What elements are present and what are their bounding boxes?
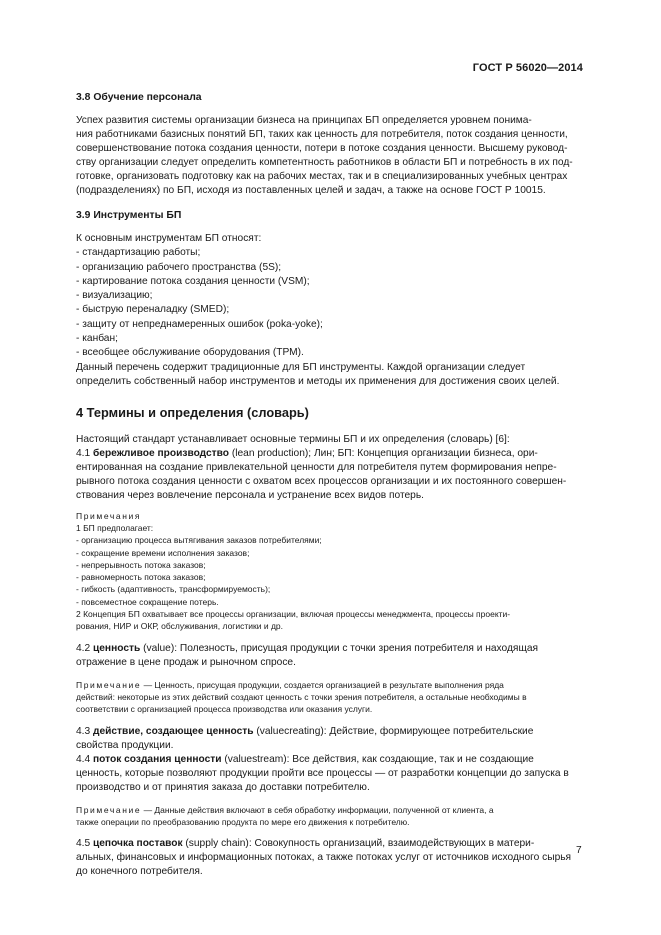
note-list-item: - организацию процесса вытягивания заказов потребителями; bbox=[76, 535, 322, 546]
term-4-3 bbox=[76, 725, 584, 739]
section-4-title: 4 Термины и определения (словарь) bbox=[76, 404, 309, 420]
line: ценность, которые позволяют продукции пройти все процессы — от разработки концепции до запуска в bbox=[76, 767, 569, 779]
notes-label: Примечания bbox=[76, 510, 142, 521]
note-line: 1 БП предполагает: bbox=[76, 522, 154, 533]
line: ентированная на создание привлекательной ценности для потребителя путем формирования непре- bbox=[76, 461, 557, 473]
note-line bbox=[76, 804, 584, 816]
note-text: — Ценность, присущая продукции, создается организацией в результате выполнения ряда bbox=[141, 679, 504, 690]
term-title: бережливое производство bbox=[93, 447, 229, 459]
section-3-8-text bbox=[76, 114, 584, 198]
section-3-8-title: 3.8 Обучение персонала bbox=[76, 92, 202, 103]
note-list-item: - равномерность потока заказов; bbox=[76, 572, 206, 583]
note-label: Примечание bbox=[76, 679, 142, 690]
term-title: действие, создающее ценность bbox=[93, 725, 254, 737]
list-item: - визуализацию; bbox=[76, 290, 153, 302]
note-list-item: - повсеместное сокращение потерь. bbox=[76, 596, 219, 607]
line: (подразделениях) по БП, исходя из поставленных целей и задач, а также на основе ГОСТ Р 10015. bbox=[76, 185, 546, 196]
line: ству организации следует определить компетентность работников в области БП и потребность в их под- bbox=[76, 157, 573, 168]
note-line bbox=[76, 679, 584, 691]
note-line: рования, НИР и ОКР, обслуживания, логистики и др. bbox=[76, 621, 284, 632]
tools-list bbox=[76, 246, 584, 360]
term-4-4 bbox=[76, 753, 584, 767]
term-4-2 bbox=[76, 642, 584, 656]
line-text: Успех развития системы организации бизнеса на принципах БП определяется уровнем понима- bbox=[76, 115, 532, 126]
line: готовке, организовать подготовку как на рабочих местах, так и в специализированных учебных центрах bbox=[76, 171, 568, 182]
term-number: 4.4 bbox=[76, 753, 93, 765]
tools-outro-line: Данный перечень содержит традиционные для БП инструменты. Каждой организации следует bbox=[76, 361, 526, 373]
notes-4-1 bbox=[76, 510, 584, 633]
page-number: 7 bbox=[576, 845, 582, 856]
term-number: 4.5 bbox=[76, 838, 93, 850]
term-title: цепочка поставок bbox=[93, 838, 183, 850]
note-line: 2 Концепция БП охватывает все процессы организации, включая процессы менеджмента, процессы проекти- bbox=[76, 609, 511, 620]
line: рывного потока создания ценности с охватом всех процессов организации и их постоянного совершен- bbox=[76, 475, 567, 487]
term-title: поток создания ценности bbox=[93, 753, 222, 765]
section-3-9-title: 3.9 Инструменты БП bbox=[76, 210, 182, 221]
note-line: также операции по преобразованию продукта по мере его движения к потребителю. bbox=[76, 816, 410, 827]
note-line: соответствии с организацией процесса производства или оказания услуги. bbox=[76, 704, 373, 715]
list-item: - защиту от непреднамеренных ошибок (poka-yoke); bbox=[76, 318, 323, 330]
list-item: - канбан; bbox=[76, 333, 118, 345]
list-item: - всеобщее обслуживание оборудования (ТРМ). bbox=[76, 347, 304, 359]
note-4-4 bbox=[76, 804, 584, 829]
line: ния работниками базисных понятий БП, таких как ценность для потребителя, поток создания ценности, bbox=[76, 129, 568, 140]
list-item: - картирование потока создания ценности (VSM); bbox=[76, 275, 310, 287]
term-4-5 bbox=[76, 837, 584, 851]
term-number: 4.2 bbox=[76, 642, 93, 654]
tools-intro: К основным инструментам БП относят: bbox=[76, 233, 262, 244]
term-title: ценность bbox=[93, 642, 141, 654]
list-item: - организацию рабочего пространства (5S); bbox=[76, 261, 282, 273]
note-text: — Данные действия включают в себя обработку информации, полученной от клиента, а bbox=[141, 804, 494, 815]
term-definition: (valuecreating): Действие, формирующее потребительские bbox=[253, 725, 534, 737]
term-4-1 bbox=[76, 447, 584, 461]
term-definition: (value): Полезность, присущая продукции с точки зрения потребителя и находящая bbox=[140, 642, 539, 654]
terms-intro: Настоящий стандарт устанавливает основные термины БП и их определения (словарь) [6]: bbox=[76, 433, 510, 445]
line: свойства продукции. bbox=[76, 739, 174, 751]
term-definition: (valuestream): Все действия, как создающие, так и не создающие bbox=[221, 753, 534, 765]
tools-outro-line: определить собственный набор инструментов и методы их применения для достижения своих целей. bbox=[76, 375, 560, 387]
page-body bbox=[76, 91, 584, 879]
list-item: - стандартизацию работы; bbox=[76, 247, 201, 259]
term-definition: (lean production); Лин; БП: Концепция организации бизнеса, ори- bbox=[229, 447, 538, 459]
note-line: действий: некоторые из этих действий создают ценность с точки зрения потребителя, а остальные необходимы в bbox=[76, 691, 527, 702]
line: до конечного потребителя. bbox=[76, 866, 203, 878]
list-item: - быструю переналадку (SMED); bbox=[76, 304, 230, 316]
note-list-item: - сокращение времени исполнения заказов; bbox=[76, 547, 250, 558]
standard-header: ГОСТ Р 56020—2014 bbox=[472, 62, 583, 74]
line: совершенствование потока создания ценности, потери в потоке создания ценности. Высшему руковод- bbox=[76, 143, 568, 154]
note-list-item: - непрерывность потока заказов; bbox=[76, 559, 206, 570]
line: альных, финансовых и информационных потоках, а также потоках услуг от источников исходного сырья bbox=[76, 852, 572, 864]
note-label: Примечание bbox=[76, 804, 142, 815]
term-number: 4.3 bbox=[76, 725, 93, 737]
note-4-2 bbox=[76, 679, 584, 716]
line: производство и от принятия заказа до доставки потребителю. bbox=[76, 781, 370, 793]
line: ствования через вовлечение персонала и устранение всех видов потерь. bbox=[76, 489, 424, 501]
line bbox=[76, 114, 584, 128]
term-number: 4.1 bbox=[76, 447, 93, 459]
note-list-item: - гибкость (адаптивность, трансформируемость); bbox=[76, 584, 271, 595]
term-definition: (supply chain): Совокупность организаций, взаимодействующих в матери- bbox=[182, 838, 535, 850]
line: отражение в цене продаж и рыночном спросе. bbox=[76, 656, 296, 668]
